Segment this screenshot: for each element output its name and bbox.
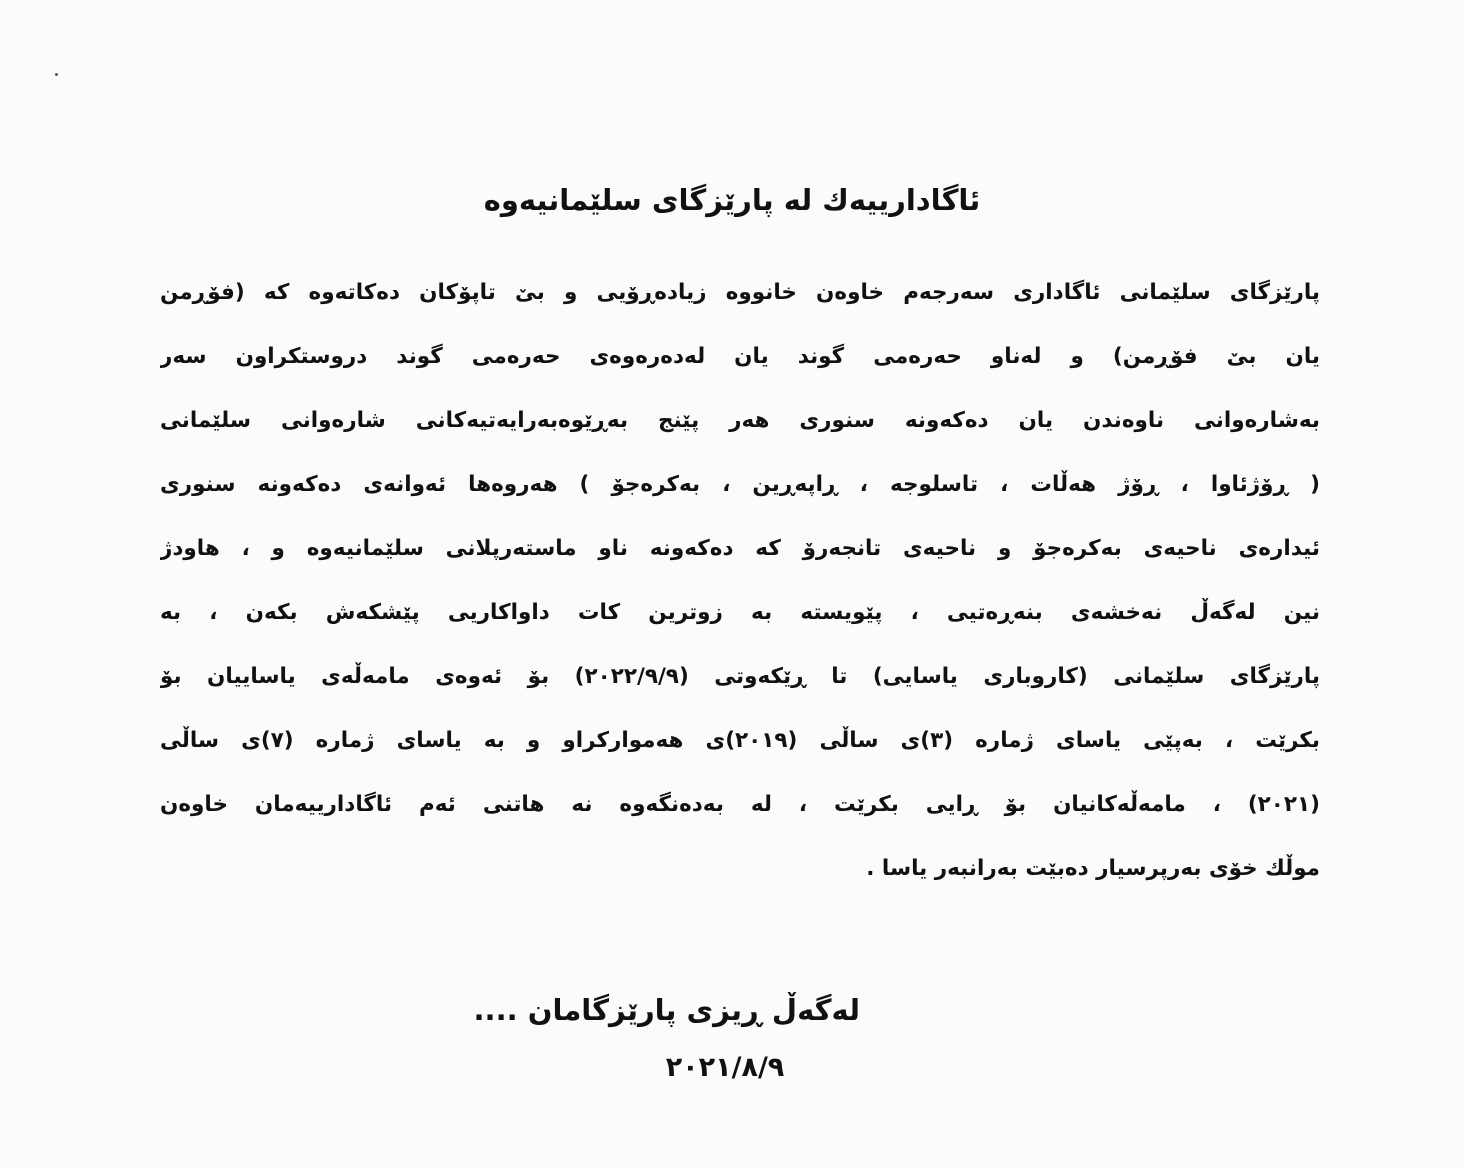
- body-line-last: موڵك خۆی بەرپرسیار دەبێت بەرانبەر یاسا .: [866, 856, 1320, 881]
- scan-speck: [55, 73, 58, 76]
- body-line: نین لەگەڵ نەخشەی بنەڕەتیی ، پێویستە بە زوترین کات داواکاریی پێشکەش بکەن ، بە: [160, 600, 1320, 625]
- closing-greeting: لەگەڵ ڕیزی پارێزگامان ....: [473, 993, 860, 1027]
- body-line: ئیدارەی ناحیەی بەکرەجۆ و ناحیەی تانجەرۆ کە دەکەونە ناو ماستەرپلانی سلێمانیەوە و ، هاودژ: [160, 536, 1320, 561]
- body-line: یان بێ فۆڕمن) و لەناو حەرەمی گوند یان لەدەرەوەی حەرەمی گوند دروستکراون سەر: [160, 344, 1320, 369]
- body-line: پارێزگای سلێمانی (کاروباری یاسایی) تا ڕێکەوتی (٢٠٢٢/٩/٩) بۆ ئەوەی مامەڵەی یاساییان بۆ: [160, 664, 1320, 689]
- document-title: ئاگادارییەك لە پارێزگای سلێمانیەوە: [483, 183, 981, 217]
- body-line: پارێزگای سلێمانی ئاگاداری سەرجەم خاوەن خانووە زیادەڕۆیی و بێ تاپۆکان دەکاتەوە کە (فۆڕمن: [160, 280, 1320, 305]
- body-line: بکرێت ، بەپێی یاسای ژمارە (٣)ی ساڵی (٢٠١٩)ی هەموارکراو و بە یاسای ژمارە (٧)ی ساڵی: [160, 728, 1320, 753]
- body-line: بەشارەوانی ناوەندن یان دەکەونە سنوری هەر پێنج بەڕێوەبەرایەتیەکانی شارەوانی سلێمانی: [160, 408, 1320, 433]
- document-date: ٢٠٢١/٨/٩: [665, 1052, 785, 1083]
- notice-body: [160, 270, 1320, 910]
- body-line: (٢٠٢١) ، مامەڵەکانیان بۆ ڕایی بکرێت ، لە بەدەنگەوە نە هاتنی ئەم ئاگادارییەمان خاوەن: [160, 792, 1320, 817]
- body-line: ( ڕۆژئاوا ، ڕۆژ هەڵات ، تاسلوجە ، ڕاپەڕین ، بەکرەجۆ ) هەروەها ئەوانەی دەکەونە سنوری: [160, 472, 1320, 497]
